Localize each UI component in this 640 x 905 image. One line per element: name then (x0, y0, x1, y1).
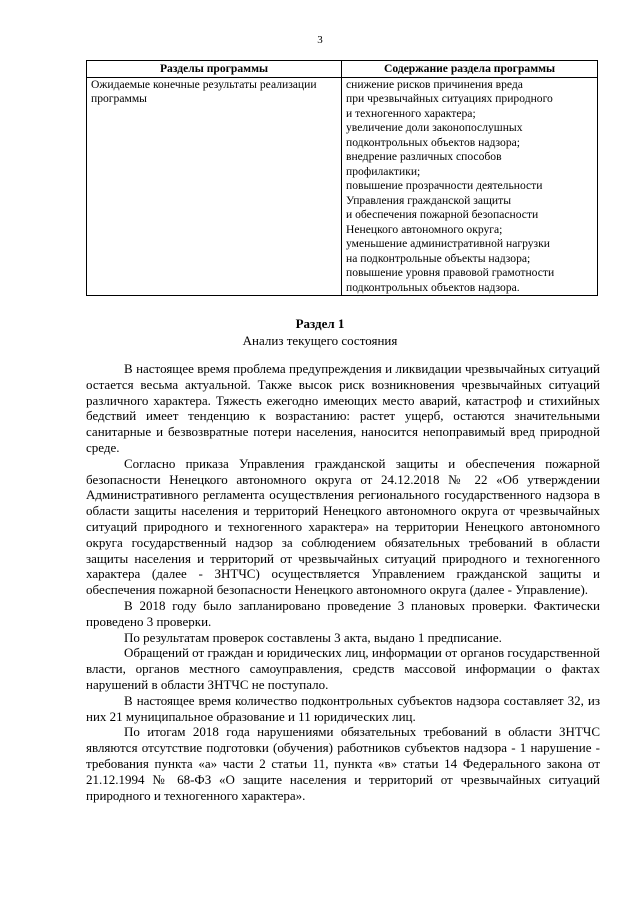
paragraph: По результатам проверок составлены 3 акта, выдано 1 предписание. (124, 629, 502, 645)
paragraph: В настоящее время проблема предупреждения и ликвидации чрезвычайных ситуаций остается весьма актуальной. Также высок риск возникновения чрезвычайных ситуаций различного характера. Тяжесть ежегодно имеющих место аварий, катастроф и стихийных бедствий имеет тенденцию к возрастанию: растет ущерб, остаются значительными санитарные и безвозвратные потери населения, наносится непоправимый вред природной среде. (86, 361, 600, 455)
program-table (86, 60, 598, 296)
paragraph: В 2018 году было запланировано проведение 3 плановых проверки. Фактически проведено 3 проверки. (86, 597, 600, 629)
paragraph: Обращений от граждан и юридических лиц, информации от органов государственной власти, органов местного самоуправления, средств массовой информации о фактах нарушений в области ЗНТЧС не поступало. (86, 645, 600, 692)
table-header-row (87, 61, 598, 78)
content-line: и техногенного характера; (346, 106, 476, 120)
content-line: подконтрольных объектов надзора; (346, 135, 520, 149)
header-sections: Разделы программы (87, 61, 342, 78)
row-label: Ожидаемые конечные результаты реализации программы (87, 77, 342, 296)
paragraph: По итогам 2018 года нарушениями обязательных требований в области ЗНТЧС являются отсутствие подготовки (обучения) работников субъектов надзора - 1 нарушение - требования пункта «а» части 2 статьи 11, пункта «в» статьи 14 Федерального закона от 21.12.1994 № 68-ФЗ «О защите населения и территорий от чрезвычайных ситуаций природного и техногенного характера». (86, 724, 600, 803)
content-line: повышение уровня правовой грамотности (346, 266, 555, 279)
body-text (86, 361, 600, 803)
content-line: снижение рисков причинения вреда (346, 77, 523, 91)
section-title: Раздел 1 (295, 316, 345, 331)
content-line: и обеспечения пожарной безопасности (346, 208, 539, 221)
paragraph: В настоящее время количество подконтрольных субъектов надзора составляет 32, из них 21 муниципальное образование и 11 юридических лиц. (86, 692, 600, 724)
content-line: на подконтрольные объекты надзора; (346, 251, 531, 265)
header-content: Содержание раздела программы (342, 61, 598, 78)
content-line: Ненецкого автономного округа; (346, 222, 503, 236)
content-line: Управления гражданской защиты (346, 193, 511, 207)
paragraph: Согласно приказа Управления гражданской защиты и обеспечения пожарной безопасности Ненецкого автономного округа от 24.12.2018 № 22 «Об утверждении Административного регламента осуществления регионального государственного надзора в области защиты населения и территорий Ненецкого автономного округа от чрезвычайных ситуаций природного и техногенного характера» на территории Ненецкого автономного округа государственный надзор за соблюдением обязательных требований в области защиты населения и территорий от чрезвычайных ситуаций природного и техногенного характера (далее - ЗНТЧС) осуществляется Управлением гражданской защиты и обеспечения пожарной безопасности Ненецкого автономного округа (далее - Управление). (86, 455, 600, 598)
content-line: увеличение доли законопослушных (346, 121, 523, 134)
section-subtitle: Анализ текущего состояния (242, 333, 398, 348)
content-line: внедрение различных способов (346, 150, 502, 163)
content-line: профилактики; (346, 164, 421, 178)
content-line: повышение прозрачности деятельности (346, 179, 543, 192)
content-line: при чрезвычайных ситуациях природного (346, 92, 553, 105)
content-line: уменьшение административной нагрузки (346, 237, 550, 250)
table-row (87, 77, 598, 296)
row-content (342, 77, 598, 296)
content-line: подконтрольных объектов надзора. (346, 280, 520, 294)
page-number: 3 (317, 34, 323, 46)
